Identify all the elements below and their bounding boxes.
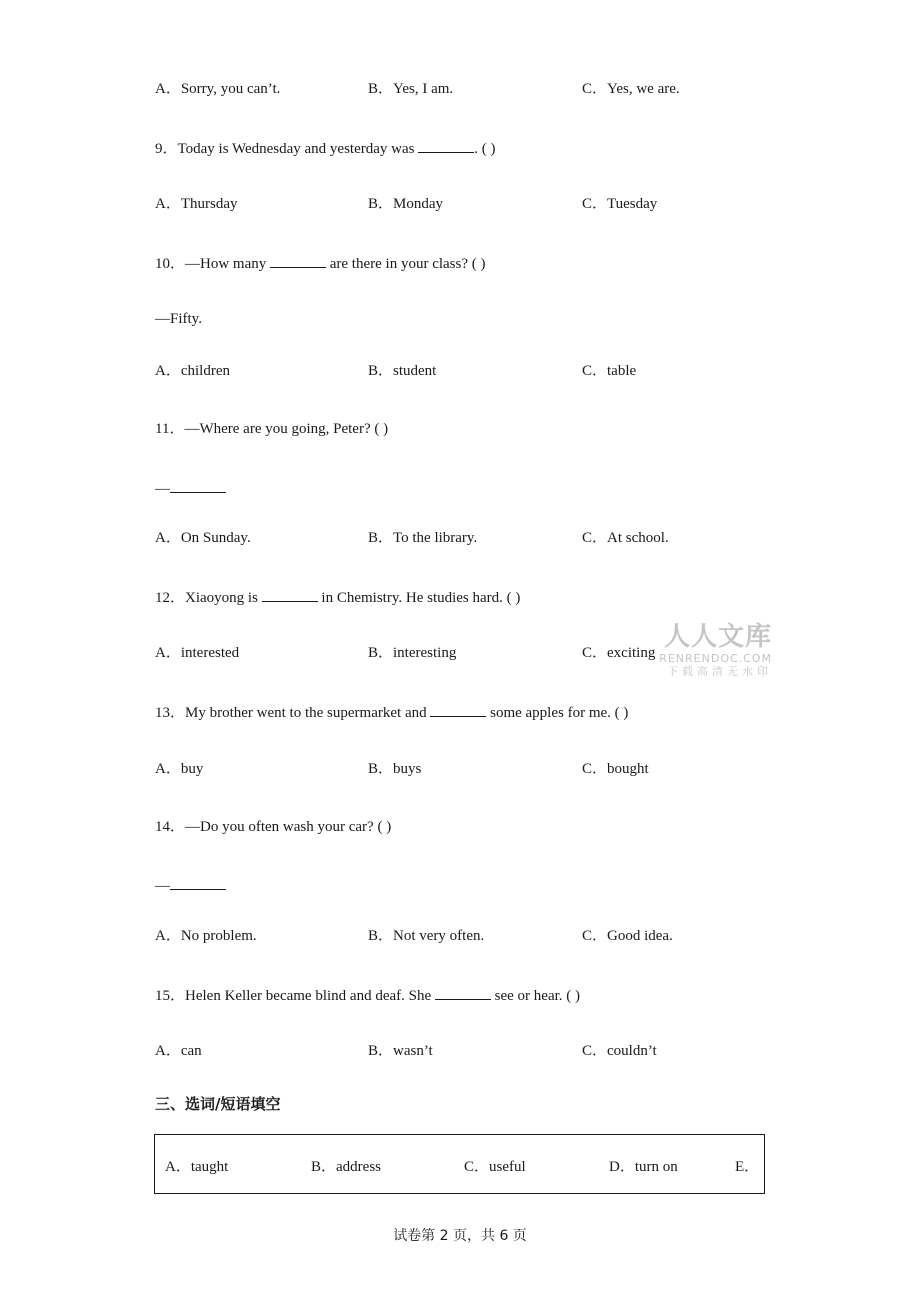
- q10-text-after: are there in your class? ( ): [326, 256, 486, 272]
- q13-text-before: 13．My brother went to the supermarket and: [155, 705, 431, 721]
- q14-option-a: A．No problem.: [155, 928, 257, 944]
- q11-reply-dash: —: [155, 481, 170, 497]
- q11-option-a: A．On Sunday.: [155, 530, 251, 546]
- section-title: 三、选词/短语填空: [155, 1095, 281, 1113]
- q11-reply-blank: [170, 478, 226, 493]
- watermark-domain: RENRENDOC.COM: [659, 652, 772, 665]
- q13-option-b: B．buys: [368, 761, 422, 777]
- q14-reply-dash: —: [155, 878, 170, 894]
- word-bank-item-a: A．taught: [165, 1159, 229, 1175]
- q12-option-b: B．interesting: [368, 645, 457, 661]
- q10-answer: —Fifty.: [155, 311, 202, 327]
- q9-blank: [418, 138, 474, 153]
- word-bank-item-e: E．: [735, 1159, 760, 1175]
- q12-text-before: 12．Xiaoyong is: [155, 590, 262, 606]
- q8-option-c: C．Yes, we are.: [582, 81, 680, 97]
- watermark-slogan: 下载高清无水印: [667, 665, 772, 678]
- page-footer: 试卷第 2 页，共 6 页: [393, 1228, 527, 1244]
- q9-stem: [155, 138, 495, 158]
- q13-text-after: some apples for me. ( ): [486, 705, 629, 721]
- q12-stem: [155, 587, 520, 607]
- q15-text-after: see or hear. ( ): [490, 988, 581, 1004]
- watermark-logo: 人人文库: [663, 622, 772, 652]
- q12-text-after: in Chemistry. He studies hard. ( ): [317, 590, 521, 606]
- q10-stem: [155, 253, 486, 273]
- q14-reply-blank: [170, 875, 226, 890]
- q11-option-b: B．To the library.: [368, 530, 478, 546]
- q12-blank: [262, 587, 318, 602]
- q11-reply: [155, 478, 226, 498]
- q13-stem: [155, 702, 628, 722]
- q15-option-a: A．can: [155, 1043, 202, 1059]
- q15-text-before: 15．Helen Keller became blind and deaf. She: [155, 988, 435, 1004]
- q9-option-b: B．Monday: [368, 196, 444, 212]
- q10-option-b: B．student: [368, 363, 437, 379]
- q9-option-a: A．Thursday: [155, 196, 238, 212]
- q15-option-c: C．couldn’t: [582, 1043, 657, 1059]
- q14-reply: [155, 875, 226, 895]
- q10-option-a: A．children: [155, 363, 230, 379]
- q14-option-c: C．Good idea.: [582, 928, 673, 944]
- q12-option-c: C．exciting: [582, 645, 656, 661]
- q12-option-a: A．interested: [155, 645, 240, 661]
- q9-text-after: . ( ): [474, 141, 496, 157]
- q13-option-c: C．bought: [582, 761, 649, 777]
- word-bank-item-b: B．address: [311, 1159, 381, 1175]
- q15-blank: [435, 985, 491, 1000]
- q14-stem: 14．—Do you often wash your car? ( ): [155, 819, 392, 835]
- word-bank-item-c: C．useful: [464, 1159, 526, 1175]
- q15-stem: [155, 985, 580, 1005]
- q10-option-c: C．table: [582, 363, 637, 379]
- q9-option-c: C．Tuesday: [582, 196, 658, 212]
- word-bank-item-d: D．turn on: [609, 1159, 678, 1175]
- q13-option-a: A．buy: [155, 761, 204, 777]
- q10-blank: [270, 253, 326, 268]
- q9-text-before: 9．Today is Wednesday and yesterday was: [155, 141, 419, 157]
- q10-text-before: 10．—How many: [155, 256, 270, 272]
- q8-option-b: B．Yes, I am.: [368, 81, 454, 97]
- word-bank-box: [154, 1134, 765, 1194]
- q11-option-c: C．At school.: [582, 530, 669, 546]
- watermark: [648, 622, 772, 679]
- q8-option-a: A．Sorry, you can’t.: [155, 81, 281, 97]
- q15-option-b: B．wasn’t: [368, 1043, 433, 1059]
- q13-blank: [430, 702, 486, 717]
- q14-option-b: B．Not very often.: [368, 928, 485, 944]
- q11-stem: 11．—Where are you going, Peter? ( ): [155, 421, 389, 437]
